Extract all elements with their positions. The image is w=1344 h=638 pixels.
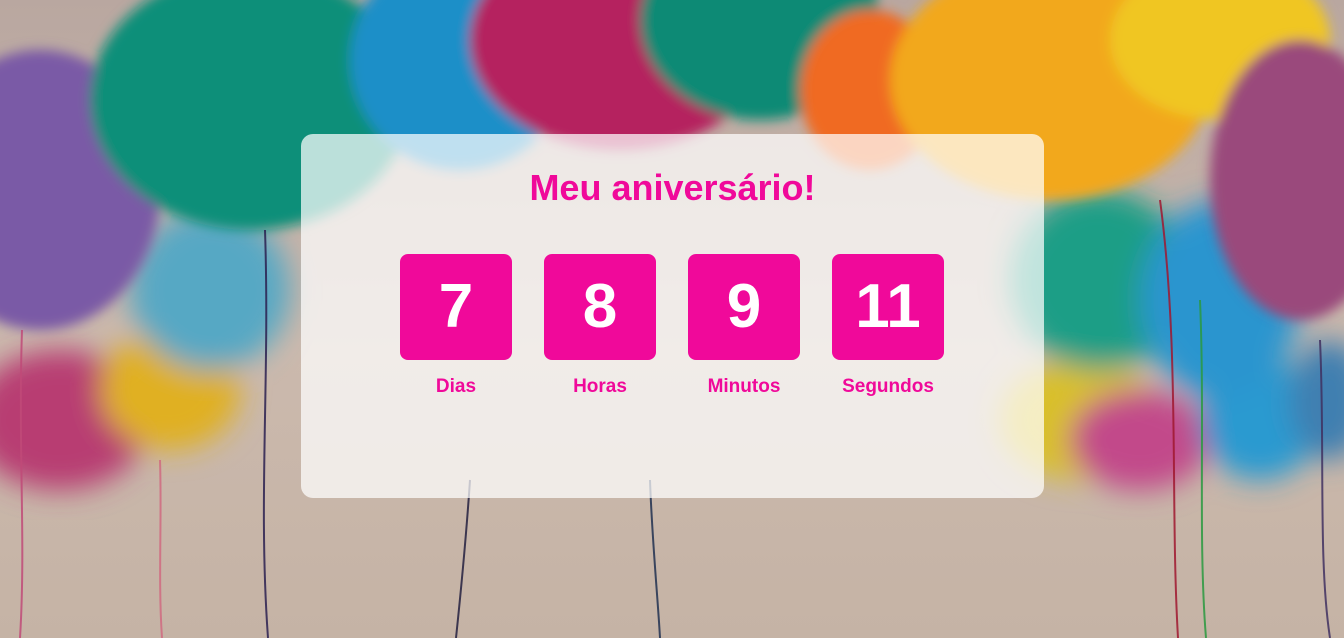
countdown-seconds-label: Segundos <box>842 376 934 397</box>
countdown-hours-value: 8 <box>544 254 656 360</box>
countdown-card <box>301 134 1044 498</box>
countdown-seconds <box>832 254 944 398</box>
countdown-minutes <box>688 254 800 398</box>
page-title: Meu aniversário! <box>529 167 816 208</box>
countdown-hours-label: Horas <box>573 376 627 397</box>
countdown-days <box>400 254 512 398</box>
countdown-hours <box>544 254 656 398</box>
countdown-seconds-value: 11 <box>832 254 944 360</box>
countdown-days-value: 7 <box>400 254 512 360</box>
countdown-days-label: Dias <box>435 376 477 397</box>
countdown-minutes-label: Minutos <box>707 376 781 397</box>
countdown-minutes-value: 9 <box>688 254 800 360</box>
countdown-units <box>400 254 944 398</box>
